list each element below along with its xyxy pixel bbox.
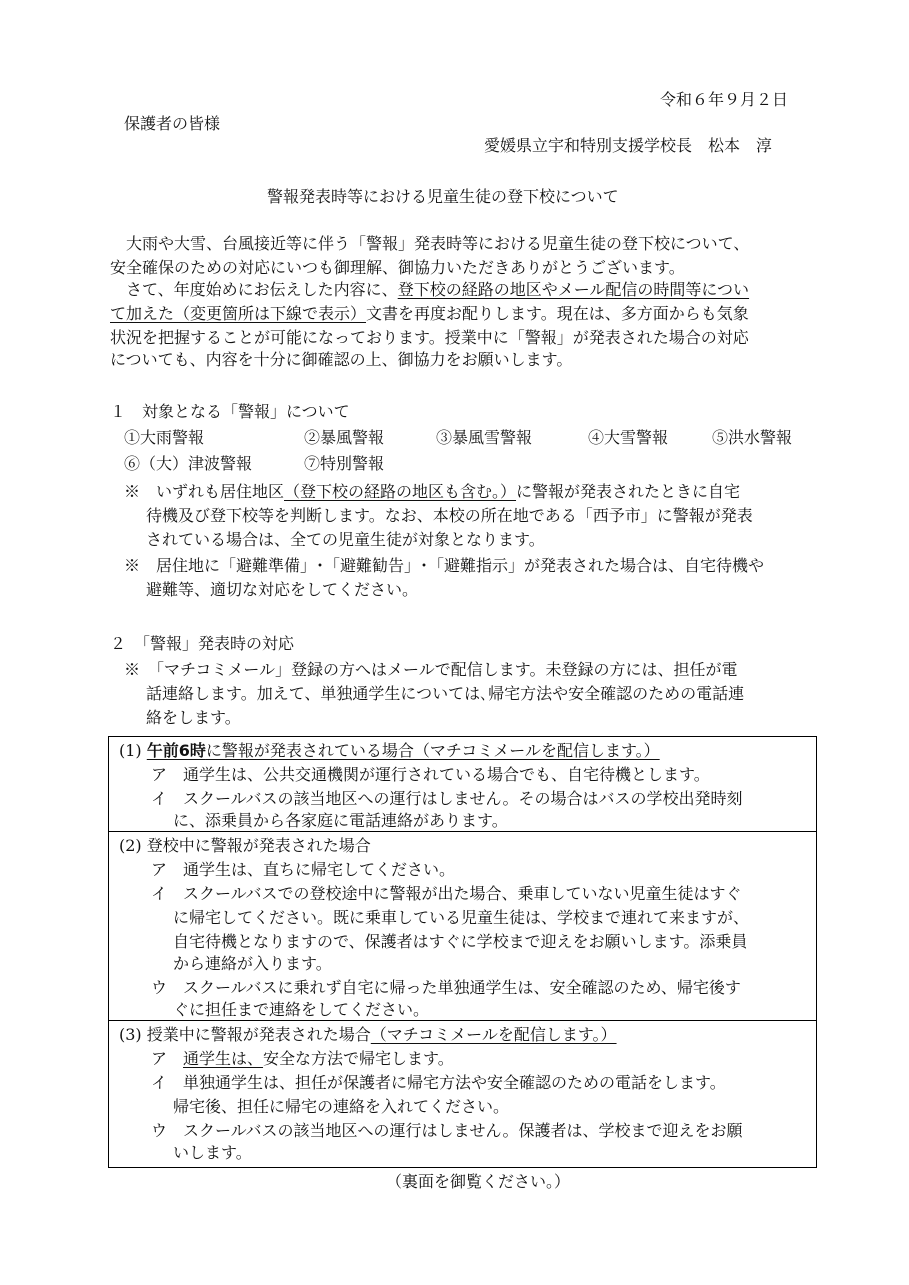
case-heading: (2) 登校中に警報が発表された場合 — [119, 836, 371, 855]
case-line: イ スクールバスの該当地区への運行はしません。その場合はバスの学校出発時刻 — [151, 789, 743, 808]
case-line: イ 単独通学生は、担任が保護者に帰宅方法や安全確認のための電話をします。 — [151, 1073, 726, 1092]
underlined-change: 午前6時に警報が発表されている場合（マチコミメールを配信します。） — [146, 741, 660, 760]
footer-note: （裏面を御覧ください。） — [386, 1172, 571, 1191]
intro-line: 安全確保のための対応にいつも御理解、御協力いただきありがとうございます。 — [110, 258, 685, 277]
case-line: から連絡が入ります。 — [173, 954, 332, 973]
warning-item: ⑥（大）津波警報 — [124, 454, 253, 473]
case-line: いします。 — [173, 1143, 252, 1162]
underlined-change: （マチコミメールを配信します。） — [370, 1025, 617, 1044]
intro-line: 大雨や大雪、台風接近等に伴う「警報」発表時等における児童生徒の登下校について、 — [126, 234, 750, 253]
document-title: 警報発表時等における児童生徒の登下校について — [267, 187, 619, 206]
case-line: ぐに担任まで連絡をしてください。 — [173, 1000, 430, 1019]
case-line: に、添乗員から各家庭に電話連絡があります。 — [173, 811, 508, 830]
underlined-change: 通学生は、 — [183, 1049, 264, 1068]
addressee: 保護者の皆様 — [124, 114, 221, 133]
case-box-3 — [108, 1020, 817, 1168]
underlined-change: て加えた（変更箇所は下線で表示） — [110, 304, 367, 323]
underlined-change: 登下校の経路の地区やメール配信の時間等につい — [397, 280, 750, 299]
case-line: ア 通学生は、公共交通機関が運行されている場合でも、自宅待機とします。 — [151, 765, 710, 784]
underlined-change: （登下校の経路の地区も含む。） — [284, 482, 517, 501]
note-line: ※ 居住地に「避難準備」･「避難勧告」･「避難指示」が発表された場合は、自宅待機や — [124, 556, 765, 575]
note-line: 待機及び登下校等を判断します。なお、本校の所在地である「西予市」に警報が発表 — [146, 506, 753, 525]
case-line: ウ スクールバスの該当地区への運行はしません。保護者は、学校まで迎えをお願 — [151, 1121, 743, 1140]
note-line: 話連絡します。加えて、単独通学生については､帰宅方法や安全確認のための電話連 — [146, 684, 745, 703]
intro-line: て加えた（変更箇所は下線で表示）文書を再度お配りします。現在は、多方面からも気象 — [110, 304, 749, 323]
case-line: ア 通学生は、安全な方法で帰宅します。 — [151, 1049, 454, 1068]
intro-line: 状況を把握することが可能になっております。授業中に「警報」が発表された場合の対応 — [110, 328, 749, 347]
warning-item: ②暴風警報 — [304, 428, 385, 447]
intro-line: についても、内容を十分に御確認の上、御協力をお願いします。 — [110, 350, 573, 369]
case-line: 自宅待機となりますので、保護者はすぐに学校まで迎えをお願いします。添乗員 — [173, 932, 748, 951]
document-date: 令和６年９月２日 — [660, 90, 789, 109]
section-2-heading: ２ 「警報」発表時の対応 — [110, 634, 295, 653]
warning-item: ①大雨警報 — [124, 428, 205, 447]
note-line: 避難等、適切な対応をしてください。 — [146, 580, 419, 599]
case-line: に帰宅してください。既に乗車している児童生徒は、学校まで連れて来ますが、 — [173, 908, 750, 927]
intro-line: さて、年度始めにお伝えした内容に、登下校の経路の地区やメール配信の時間等につい — [126, 280, 750, 299]
note-line: 絡をします。 — [146, 708, 241, 727]
warning-item: ⑤洪水警報 — [712, 428, 793, 447]
case-line: ウ スクールバスに乗れず自宅に帰った単独通学生は、安全確認のため、帰宅後す — [151, 978, 741, 997]
case-line: イ スクールバスでの登校途中に警報が出た場合、乗車していない児童生徒はすぐ — [151, 884, 742, 903]
case-line: ア 通学生は、直ちに帰宅してください。 — [151, 860, 456, 879]
case-line: 帰宅後、担任に帰宅の連絡を入れてください。 — [173, 1097, 510, 1116]
warning-item: ③暴風雪警報 — [436, 428, 533, 447]
sender: 愛媛県立宇和特別支援学校長 松本 淳 — [484, 136, 773, 155]
note-line: ※ いずれも居住地区（登下校の経路の地区も含む。）に警報が発表されたときに自宅 — [124, 482, 741, 501]
time-highlight: 午前6時 — [146, 741, 206, 760]
section-1-heading: １ 対象となる「警報」について — [110, 402, 350, 421]
warning-item: ④大雪警報 — [588, 428, 669, 447]
warning-item: ⑦特別警報 — [304, 454, 385, 473]
note-line: されている場合は、全ての児童生徒が対象となります。 — [146, 530, 545, 549]
note-line: ※ 「マチコミメール」登録の方へはメールで配信します。未登録の方には、担任が電 — [124, 660, 738, 679]
case-heading: (3) 授業中に警報が発表された場合（マチコミメールを配信します。） — [119, 1025, 617, 1044]
case-box-2 — [108, 831, 817, 1021]
case-box-1 — [108, 736, 817, 832]
case-heading: (1) 午前6時に警報が発表されている場合（マチコミメールを配信します。） — [119, 741, 660, 760]
